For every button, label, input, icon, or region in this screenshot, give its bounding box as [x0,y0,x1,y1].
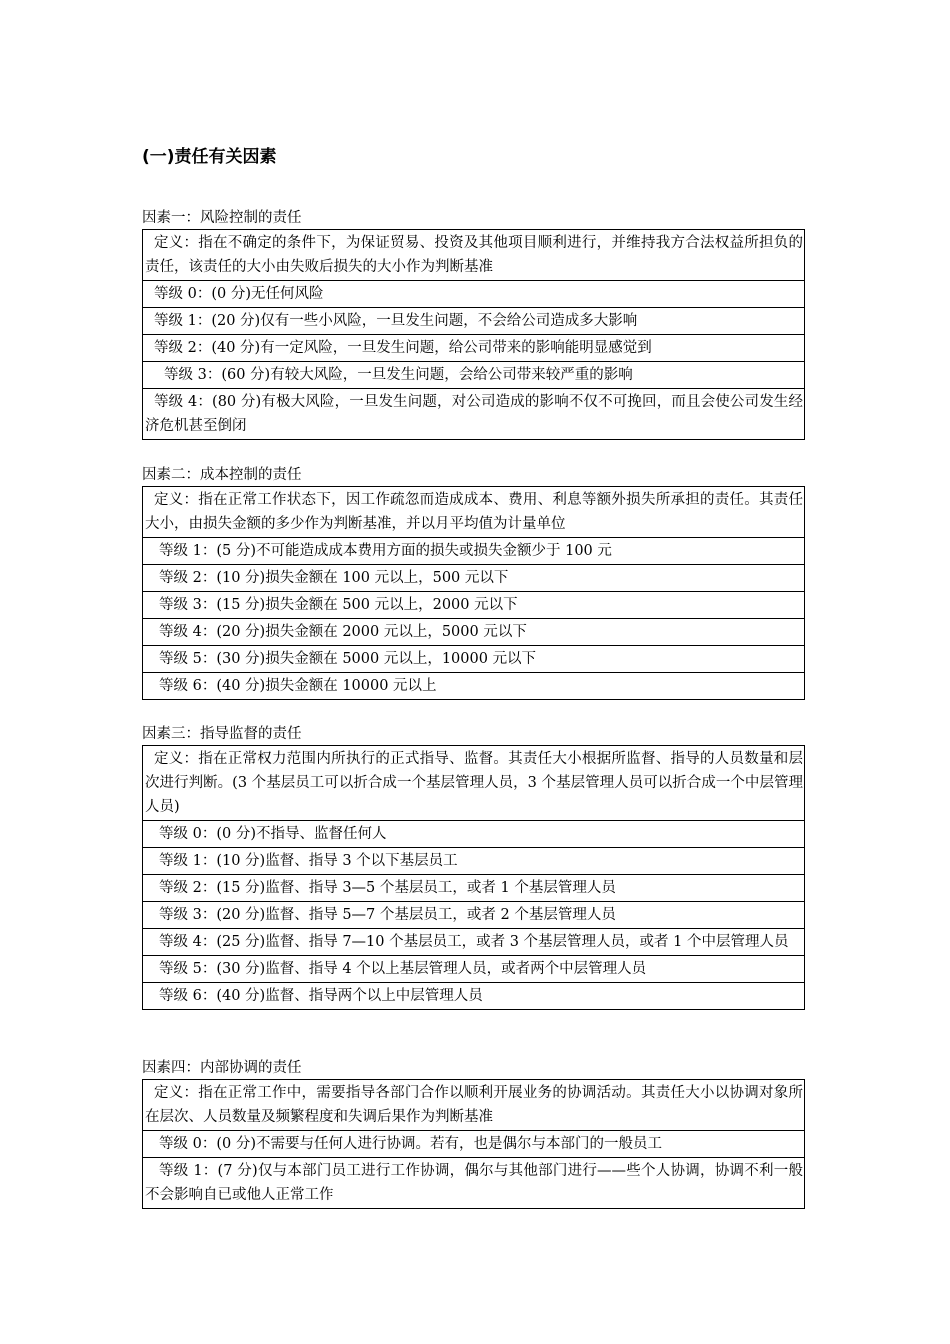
definition-row [143,230,805,281]
section-title: (一)责任有关因素 [142,147,277,167]
level-row [143,673,805,700]
level-row [143,335,805,362]
factor-title: 因素三：指导监督的责任 [142,726,302,742]
level-row [143,389,805,440]
level-cell: 等级 3：(15 分)损失金额在 500 元以上，2000 元以下 [143,592,805,619]
level-cell: 等级 2：(10 分)损失金额在 100 元以上，500 元以下 [143,565,805,592]
factor-table [142,1079,805,1209]
level-row [143,1158,805,1209]
level-cell: 等级 0：(0 分)不指导、监督任何人 [143,821,805,848]
level-cell: 等级 6：(40 分)损失金额在 10000 元以上 [143,673,805,700]
level-row [143,538,805,565]
definition-cell: 定义：指在正常工作中，需要指导各部门合作以顺利开展业务的协调活动。其责任大小以协调对象所在层次、人员数量及频繁程度和失调后果作为判断基准 [143,1080,805,1131]
level-row [143,983,805,1010]
level-row [143,956,805,983]
level-row [143,848,805,875]
level-row [143,565,805,592]
level-cell: 等级 6：(40 分)监督、指导两个以上中层管理人员 [143,983,805,1010]
level-row [143,281,805,308]
level-cell: 等级 0：(0 分)不需要与任何人进行协调。若有，也是偶尔与本部门的一般员工 [143,1131,805,1158]
factor-block-cost-control [142,464,805,700]
definition-row [143,487,805,538]
level-row [143,821,805,848]
factor-block-risk-control [142,207,805,440]
level-cell: 等级 0：(0 分)无任何风险 [143,281,805,308]
factor-title: 因素一：风险控制的责任 [142,210,302,226]
level-row [143,929,805,956]
level-row [143,875,805,902]
factor-table [142,229,805,440]
level-row [143,308,805,335]
level-row [143,902,805,929]
level-cell: 等级 5：(30 分)损失金额在 5000 元以上，10000 元以下 [143,646,805,673]
factor-block-internal-coordination [142,1057,805,1209]
factor-title: 因素四：内部协调的责任 [142,1060,302,1076]
level-cell: 等级 2：(40 分)有一定风险，一旦发生问题，给公司带来的影响能明显感觉到 [143,335,805,362]
level-cell: 等级 1：(10 分)监督、指导 3 个以下基层员工 [143,848,805,875]
factor-block-supervision [142,723,805,1010]
factor-title: 因素二：成本控制的责任 [142,467,302,483]
level-cell: 等级 1：(7 分)仅与本部门员工进行工作协调，偶尔与其他部门进行——些个人协调，协调不利一般不会影响自已或他人正常工作 [143,1158,805,1209]
level-row [143,362,805,389]
level-cell: 等级 5：(30 分)监督、指导 4 个以上基层管理人员，或者两个中层管理人员 [143,956,805,983]
level-row [143,646,805,673]
factor-table [142,486,805,700]
definition-row [143,1080,805,1131]
level-row [143,1131,805,1158]
level-cell: 等级 3：(20 分)监督、指导 5—7 个基层员工，或者 2 个基层管理人员 [143,902,805,929]
level-row [143,619,805,646]
level-row [143,592,805,619]
level-cell: 等级 4：(20 分)损失金额在 2000 元以上，5000 元以下 [143,619,805,646]
level-cell: 等级 1：(5 分)不可能造成成本费用方面的损失或损失金额少于 100 元 [143,538,805,565]
level-cell: 等级 3：(60 分)有较大风险，一旦发生问题，会给公司带来较严重的影响 [143,362,805,389]
definition-cell: 定义：指在不确定的条件下，为保证贸易、投资及其他项目顺利进行，并维持我方合法权益所担负的责任，该责任的大小由失败后损失的大小作为判断基准 [143,230,805,281]
factor-table [142,745,805,1010]
level-cell: 等级 4：(25 分)监督、指导 7—10 个基层员工，或者 3 个基层管理人员，或者 1 个中层管理人员 [143,929,805,956]
level-cell: 等级 4：(80 分)有极大风险，一旦发生问题，对公司造成的影响不仅不可挽回，而且会使公司发生经济危机甚至倒闭 [143,389,805,440]
level-cell: 等级 1：(20 分)仅有一些小风险，一旦发生问题，不会给公司造成多大影响 [143,308,805,335]
level-cell: 等级 2：(15 分)监督、指导 3—5 个基层员工，或者 1 个基层管理人员 [143,875,805,902]
definition-cell: 定义：指在正常工作状态下，因工作疏忽而造成成本、费用、利息等额外损失所承担的责任。其责任大小，由损失金额的多少作为判断基准，并以月平均值为计量单位 [143,487,805,538]
definition-row [143,746,805,821]
definition-cell: 定义：指在正常权力范围内所执行的正式指导、监督。其责任大小根据所监督、指导的人员数量和层次进行判断。(3 个基层员工可以折合成一个基层管理人员，3 个基层管理人员可以折合成一个中层管理人员) [143,746,805,821]
